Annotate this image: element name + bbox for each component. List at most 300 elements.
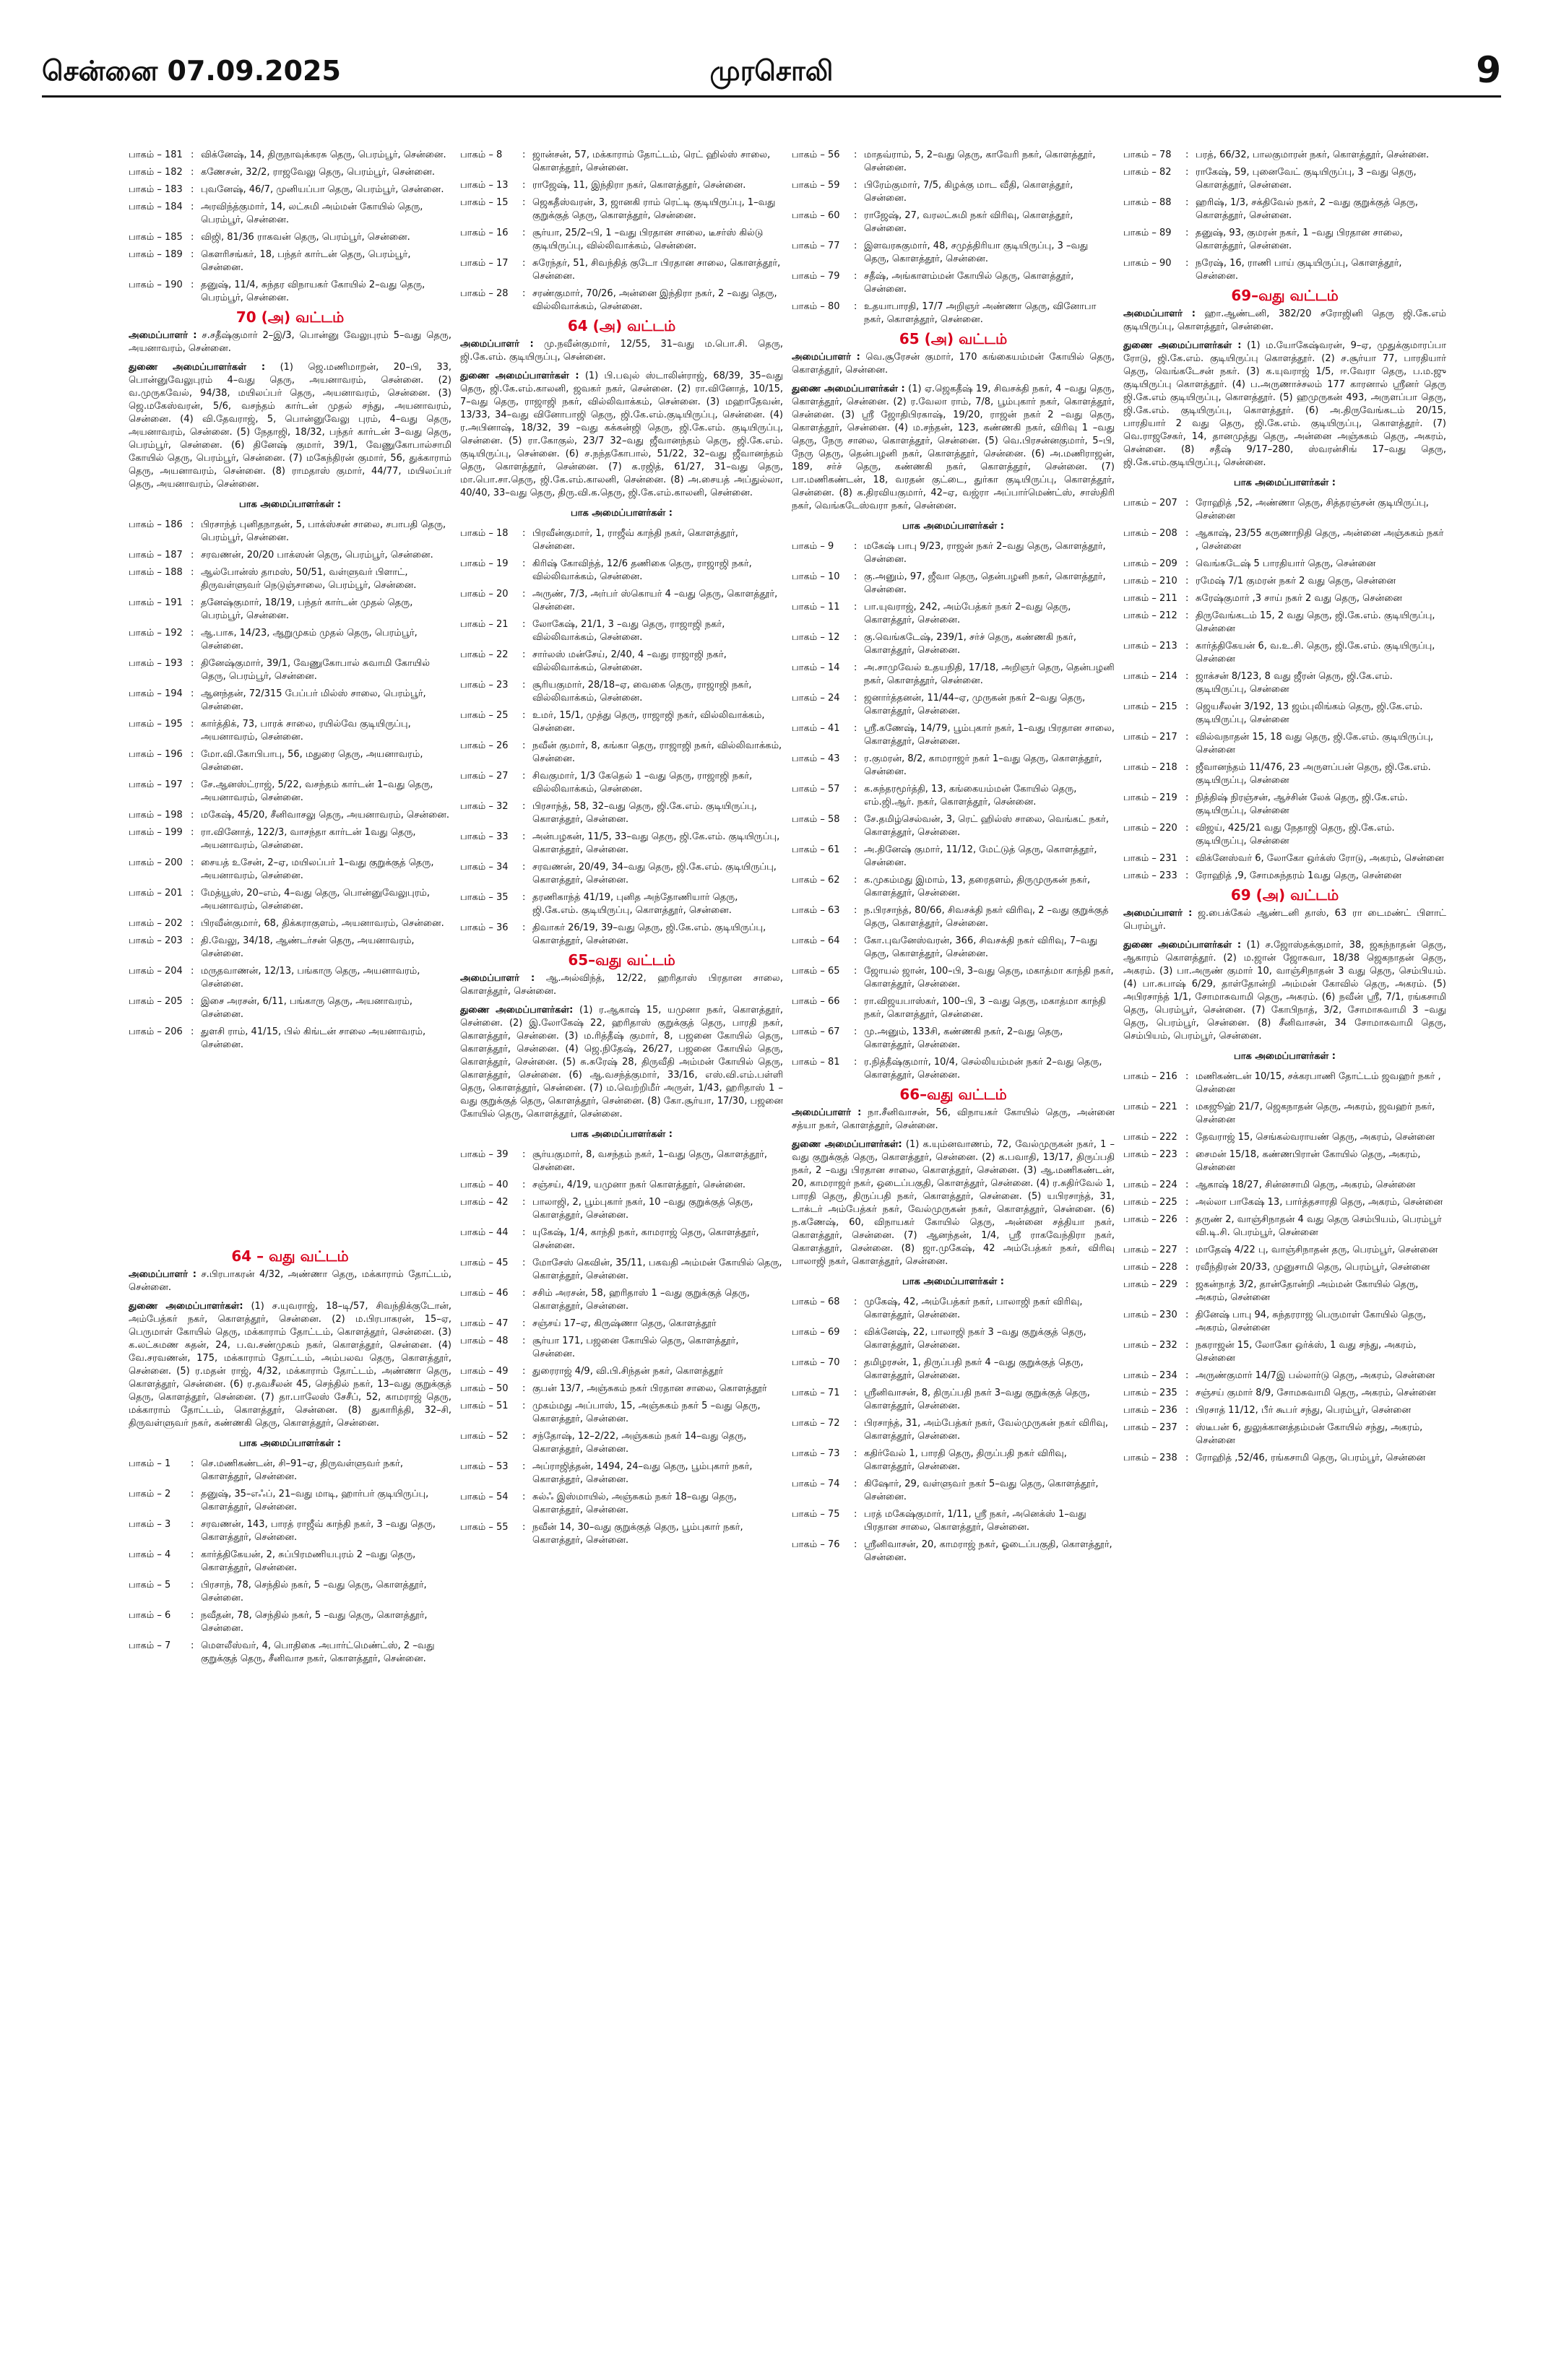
part-organiser: விக்னேஷ், 14, திருநாவுக்கரசு தெரு, பெரம்பூர், சென்னை. [201, 150, 446, 160]
part-number: பாகம் – 212 [1123, 610, 1177, 621]
list-item [792, 209, 1115, 235]
list-item [792, 722, 1115, 748]
list-item [129, 887, 451, 913]
list-item [1123, 497, 1446, 523]
list-item [129, 183, 451, 196]
list-item [792, 753, 1115, 779]
separator: : [522, 801, 526, 812]
part-number: பாகம் – 223 [1123, 1149, 1177, 1160]
list-item [1123, 166, 1446, 192]
list-item [1123, 792, 1446, 818]
separator: : [522, 228, 526, 238]
part-number: பாகம் – 77 [792, 241, 840, 251]
part-organiser: மோசேஸ் கெவின், 35/11, பகவதி அம்மன் கோயில் தெரு, கொளத்தூர், சென்னை. [532, 1258, 782, 1281]
list-item [129, 965, 451, 991]
separator: : [854, 1026, 857, 1037]
part-organiser: பிரவீன்குமார், 68, திக்கராகுளம், அயனாவரம், சென்னை. [201, 918, 444, 929]
part-organiser: அ.தினேஷ் குமார், 11/12, மேட்டுத் தெரு, கொளத்தூர், சென்னை. [864, 844, 1097, 868]
organiser-paragraph [460, 370, 783, 500]
part-number: பாகம் – 238 [1123, 1453, 1177, 1463]
separator: : [1185, 610, 1189, 621]
list-item [792, 571, 1115, 597]
role-text: (1) ச.யுவராஜ், 18–டி/57, சிவந்திக்குடோன், அம்பேத்கர் நகர், கொளத்தூர், சென்னை. (2) ம.பிரபாகரன், 15–ஏ, பெருமாள் கோயில் தெரு, மக்காராம் தோட்டம், கொளத்தூர், சென்னை. (3) க.லட்சுமண சுதன், 24, ப.வ.சண்முகம் நகர், கொளத்தூர், சென்னை. (4) வே.சரவணன், 175, மக்காராம் தோட்டம், அம்பலவ தெரு, கொளத்தூர், சென்னை. (5) ர.மதன் ராஜ், 4/32, மக்காராம் தோட்டம், அண்ணா தெரு, கொளத்தூர், சென்னை. (6) ர.தவசீலன் 45, செந்தில் நகர், 13–வது குறுக்குத் தெரு, கொளத்தூர், சென்னை. (7) தா.பாலேஸ் சேசீப், 52, காமராஜ் தெரு, மக்காராம் தோட்டம், கொளத்தூர், சென்னை. (8) துகாரித்தி, 32–சி, திருவள்ளுவர் நகர், கண்ணகி தெரு, கொளத்தூர், சென்னை. [129, 1301, 451, 1429]
separator: : [522, 1383, 526, 1394]
part-number: பாகம் – 225 [1123, 1197, 1177, 1208]
list-item [460, 618, 783, 644]
part-number: பாகம் – 205 [129, 996, 183, 1007]
part-organiser: சந்தோஷ், 12–2/22, அஞ்சுகம் நகர் 14–வது தெரு, கொளத்தூர், சென்னை. [532, 1431, 747, 1455]
part-number: பாகம் – 4 [129, 1549, 171, 1560]
role-label: துணை அமைப்பாளர்கள் : [1123, 940, 1242, 951]
list-item [460, 922, 783, 948]
part-number: பாகம் – 65 [792, 966, 840, 977]
part-number: பாகம் – 232 [1123, 1340, 1177, 1351]
list-item [129, 748, 451, 774]
separator: : [1185, 823, 1189, 834]
ward-heading: 65–வது வட்டம் [568, 951, 675, 969]
list-item [129, 519, 451, 545]
separator: : [191, 232, 194, 243]
organiser-paragraph [460, 972, 783, 998]
role-text: (1) ம.யோகேஷ்வரன், 9–ஏ, முதுக்குமாரப்பா ரோடு, ஜி.கே.எம். குடியிருப்பு கொளத்தூர். (2) ச.சூர்யா 77, பாரதியார் தெரு, வெங்கடேசன் நகர். (3) க.யுவராஜ் 1/5, ஈ.வேரா தெரு, ப.ம.ஜு குடியிருப்பு கொளத்தூர். (4) ப.அருணாச்சலம் 177 காரனால் ஸ்ரீனர் தெரு ஜி.கே.எம் குடியிருப்பு, கொளத்தூர். (5) ஹமுருகன் 493, அருளப்பா தெரு, ஜி.கே.எம். குடியிருப்பு, கொளத்தூர். (6) அ.திருவேங்கடம் 20/15, பாரதியார் 2 வது தெரு, ஜி.கே.எம். குடியிருப்பு, கொளத்தூர். (7) வெ.ராஜசேகர், 14, தானமுத்து தெரு, அன்னை அஞ்சுகம் தெரு, அகரம், சென்னை. (8) சதீஷ் 9/17–280, ஸ்வரன்சிங் 17–வது தெரு, ஜி.கே.எம்.குடியிருப்பு, சென்னை. [1123, 340, 1446, 468]
part-organiser: க.முகம்மது இமாம், 13, தரைதளம், திருமுருகன் நகர், கொளத்தூர், சென்னை. [864, 875, 1091, 899]
part-number: பாகம் – 183 [129, 184, 183, 195]
part-number: பாகம் – 50 [460, 1383, 509, 1394]
part-number: பாகம் – 194 [129, 688, 183, 699]
part-organiser: சரவணன், 20/20 பாக்ஸன் தெரு, பெரம்பூர், சென்னை. [201, 550, 433, 561]
part-number: பாகம் – 45 [460, 1258, 509, 1268]
separator: : [522, 197, 526, 208]
list-item [129, 917, 451, 930]
role-text: ஆ.அல்விந்த், 12/22, ஹரிதாஸ் பிரதான சாலை, கொளத்தூர், சென்னை. [460, 973, 783, 997]
part-number: பாகம் – 185 [129, 232, 183, 243]
role-label: அமைப்பாளர் : [129, 1269, 196, 1280]
separator: : [522, 1180, 526, 1190]
part-organiser: நவீதன், 78, செந்தில் நகர், 5 –வது தெரு, கொளத்தூர், சென்னை. [201, 1610, 428, 1634]
list-item [1123, 227, 1446, 253]
list-item [460, 1365, 783, 1378]
separator: : [191, 857, 194, 868]
separator: : [854, 301, 857, 312]
separator: : [1185, 1310, 1189, 1320]
role-label: அமைப்பாளர் : [460, 339, 534, 350]
part-organiser: சுரேஷ்குமார் ,3 சாய் நகர் 2 வது தெரு, சென்னை [1196, 593, 1402, 604]
part-number: பாகம் – 188 [129, 567, 183, 578]
separator: : [191, 1519, 194, 1530]
part-organiser: சஞ்சய், 4/19, யமுனா நகர் கொளத்தூர், சென்னை. [532, 1180, 746, 1190]
part-organiser: அ.சாமுவேல் உதயநிதி, 17/18, அறிஞர் தெரு, தென்பழனி நகர், கொளத்தூர், சென்னை. [864, 662, 1115, 686]
list-item [460, 1461, 783, 1487]
ward-heading: 66–வது வட்டம் [899, 1086, 1007, 1103]
list-item [460, 1148, 783, 1174]
role-text: ஹா.ஆண்டனி, 382/20 சரோஜினி தெரு ஜி.கே.எம் குடியிருப்பு, கொளத்தூர், சென்னை. [1123, 308, 1446, 332]
separator: : [191, 719, 194, 730]
separator: : [191, 918, 194, 929]
list-item [129, 718, 451, 744]
part-organiser: மகேஷ் பாபு 9/23, ராஜன் நகர் 2–வது தெரு, கொளத்தூர், சென்னை. [864, 541, 1106, 565]
list-item [129, 935, 451, 961]
part-number: பாகம் – 216 [1123, 1071, 1177, 1082]
separator: : [191, 1580, 194, 1591]
part-number: பாகம் – 7 [129, 1640, 171, 1651]
part-number: பாகம் – 18 [460, 528, 509, 539]
section-heading: பாக அமைப்பாளர்கள் : [902, 521, 1004, 532]
part-number: பாகம் – 187 [129, 550, 183, 561]
separator: : [522, 892, 526, 903]
section-heading: பாக அமைப்பாளர்கள் : [1234, 1051, 1336, 1062]
list-item [129, 826, 451, 852]
part-organiser: தனேஷ்குமார், 18/19, பந்தர் கார்டன் முதல் தெரு, பெரம்பூர், சென்னை. [201, 597, 413, 621]
list-item [1123, 1404, 1446, 1417]
part-number: பாகம் – 34 [460, 862, 509, 873]
part-number: பாகம் – 21 [460, 619, 509, 630]
separator: : [854, 1357, 857, 1368]
separator: : [191, 1610, 194, 1621]
part-organiser: சஞ்சய் குமார் 8/9, சோமசுவாமி தெரு, அகரம், சென்னை [1196, 1388, 1436, 1398]
part-organiser: தேவராஜ் 15, செங்கல்வராயண் தெரு, அகரம், சென்னை [1196, 1132, 1435, 1143]
part-number: பாகம் – 52 [460, 1431, 509, 1442]
part-number: பாகம் – 233 [1123, 870, 1177, 881]
list-item [460, 1382, 783, 1395]
separator: : [854, 541, 857, 552]
separator: : [522, 619, 526, 630]
separator: : [1185, 1071, 1189, 1082]
list-item [792, 300, 1115, 326]
part-organiser: ராஜேஷ், 27, வரலட்சுமி நகர் விரிவு, கொளத்தூர், சென்னை. [864, 210, 1073, 234]
part-organiser: மகேஷ், 45/20, சீனிவாசலு தெரு, அயனாவரம், சென்னை. [201, 810, 449, 821]
ward-heading: 69–வது வட்டம் [1231, 287, 1339, 304]
part-number: பாகம் – 228 [1123, 1262, 1177, 1273]
part-number: பாகம் – 39 [460, 1149, 509, 1160]
list-item [460, 709, 783, 735]
list-item [129, 657, 451, 683]
part-organiser: பா.யுவராஜ், 242, அம்பேத்கர் நகர் 2–வது தெரு, கொளத்தூர், சென்னை. [864, 602, 1071, 626]
part-number: பாகம் – 224 [1123, 1180, 1177, 1190]
part-organiser: நவீன் குமார், 8, கங்கா தெரு, ராஜாஜி நகர், வில்லிவாக்கம், சென்னை. [532, 740, 782, 764]
part-number: பாகம் – 219 [1123, 792, 1177, 803]
part-number: பாகம் – 89 [1123, 228, 1172, 238]
separator: : [854, 180, 857, 191]
part-organiser: ஆனந்தன், 72/315 பேப்பர் மில்ஸ் சாலை, பெரம்பூர், சென்னை. [201, 688, 426, 712]
part-number: பாகம் – 5 [129, 1580, 171, 1591]
part-organiser: ராகேஷ், 59, புனைவேட் குடியிருப்பு, 3 –வது தெரு, கொளத்தூர், சென்னை. [1196, 167, 1417, 191]
separator: : [191, 658, 194, 669]
part-organiser: ஆல்போன்ஸ் தாமஸ், 50/51, வள்ளுவர் பிளாட், திருவள்ளுவர் நெடுஞ்சாலை, பெரம்பூர், சென்னை. [201, 567, 417, 591]
part-number: பாகம் – 10 [792, 571, 840, 582]
ward-heading: 65 (அ) வட்டம் [899, 330, 1008, 347]
list-item [129, 1549, 451, 1575]
separator: : [522, 589, 526, 600]
part-organiser: தரணிகாந்த் 41/19, புனித அந்தோணியார் தெரு, ஜி.கே.எம். குடியிருப்பு, கொளத்தூர், சென்னை. [532, 892, 738, 916]
part-number: பாகம் – 231 [1123, 853, 1177, 864]
part-organiser: ரா.வினோத், 122/3, வாசந்தா கார்டன் 1வது தெரு, அயனாவரம், சென்னை. [201, 827, 416, 851]
part-organiser: தனுஷ், 11/4, சுந்தர விநாயகர் கோயில் 2–வது தெரு, பெரம்பூர், சென்னை. [201, 280, 425, 303]
part-organiser: விக்னேஷ், 22, பாலாஜி நகர் 3 –வது குறுக்குத் தெரு, கொளத்தூர், சென்னை. [864, 1327, 1086, 1351]
separator: : [854, 966, 857, 977]
separator: : [1185, 228, 1189, 238]
separator: : [191, 597, 194, 608]
list-item [129, 566, 451, 592]
list-item [460, 1317, 783, 1330]
separator: : [191, 779, 194, 790]
part-organiser: முகம்மது அப்பாஸ், 15, அஞ்சுகம் நகர் 5 –வது தெரு, கொளத்தூர், சென்னை. [532, 1401, 761, 1424]
part-organiser: ர.நித்தீஷ்குமார், 10/4, செல்லியம்மன் நகர் 2–வது தெரு, கொளத்தூர், சென்னை. [864, 1057, 1102, 1081]
part-number: பாகம் – 53 [460, 1461, 509, 1472]
separator: : [1185, 197, 1189, 208]
separator: : [522, 1149, 526, 1160]
list-item [129, 279, 451, 305]
list-item [460, 831, 783, 857]
list-item [129, 1579, 451, 1605]
separator: : [1185, 1149, 1189, 1160]
part-number: பாகம் – 80 [792, 301, 840, 312]
separator: : [1185, 1453, 1189, 1463]
column-gap [129, 1056, 451, 1244]
list-item [129, 1609, 451, 1635]
separator: : [854, 662, 857, 673]
part-organiser: முகேஷ், 42, அம்பேத்கர் நகர், பாலாஜி நகர் விரிவு, கொளத்தூர், சென்னை. [864, 1297, 1083, 1320]
organiser-paragraph [792, 351, 1115, 377]
part-number: பாகம் – 75 [792, 1509, 840, 1520]
separator: : [854, 1418, 857, 1429]
part-number: பாகம் – 27 [460, 771, 509, 782]
separator: : [522, 528, 526, 539]
separator: : [522, 862, 526, 873]
part-number: பாகம் – 23 [460, 680, 509, 691]
part-number: பாகம் – 12 [792, 632, 840, 643]
part-organiser: ரமேஷ் 7/1 குமரன் நகர் 2 வது தெரு, சென்னை [1196, 576, 1396, 587]
list-item [460, 257, 783, 283]
list-item [129, 857, 451, 883]
separator: : [191, 1026, 194, 1037]
list-item [460, 1226, 783, 1252]
list-item [1123, 731, 1446, 757]
list-item [129, 1488, 451, 1514]
part-number: பாகம் – 222 [1123, 1132, 1177, 1143]
part-number: பாகம் – 211 [1123, 593, 1177, 604]
part-number: பாகம் – 88 [1123, 197, 1172, 208]
list-item [1123, 1421, 1446, 1448]
part-organiser: தினேஷ்குமார், 39/1, வேணுகோபால் சுவாமி கோயில் தெரு, பெரம்பூர், சென்னை. [201, 658, 431, 682]
separator: : [522, 1366, 526, 1377]
list-item [1123, 640, 1446, 666]
list-item [792, 149, 1115, 175]
list-item [1123, 257, 1446, 283]
separator: : [854, 693, 857, 704]
list-item [792, 1448, 1115, 1474]
separator: : [522, 649, 526, 660]
part-number: பாகம் – 14 [792, 662, 840, 673]
organiser-paragraph [1123, 939, 1446, 1043]
role-text: (1) ர.ஆகாஷ் 15, யமுனா நகர், கொளத்தூர், சென்னை. (2) இ.லோகேஷ் 22, ஹரிதாஸ் குறுக்குத் தெரு, பாரதி நகர், கொளத்தூர், சென்னை. (3) ம.ரித்தீஷ் குமார், 8, பஜனை கோயில் தெரு, கொளத்தூர், சென்னை. (4) ஜெ.நிதேஷ், 26/27, பஜனை கோயில் தெரு, கொளத்தூர், சென்னை. (5) சு.சுரேஷ் 28, திருவீதி அம்மன் கோயில் தெரு, கொளத்தூர், சென்னை. (6) ஆ.வசந்த்குமார், 33/16, எஸ்.வி.எம்.பள்ளி தெரு, கொளத்தூர், சென்னை. (7) ம.வெற்றிமீர் அருள், 1/43, ஹரிதாஸ் 1 –வது குறுக்குத் தெரு, கொளத்தூர், சென்னை. (8) கோ.சூர்யா, 17/30, பஜனை கோயில் தெரு, கொளத்தூர், சென்னை. [460, 1005, 783, 1120]
part-organiser: சுல்ஃ இஸ்மாயில், அஞ்சுகம் நகர் 18–வது தெரு, கொளத்தூர், சென்னை. [532, 1492, 737, 1515]
part-organiser: பிரசாத் 11/12, பீர் கூபர் சந்து, பெரம்பூர், சென்னை [1196, 1405, 1412, 1416]
part-organiser: பாலாஜி, 2, பூம்புகார் நகர், 10 –வது குறுக்குத் தெரு, கொளத்தூர், சென்னை. [532, 1197, 753, 1221]
list-item [129, 597, 451, 623]
list-item [129, 627, 451, 653]
role-label: துணை அமைப்பாளர்கள் : [460, 371, 579, 381]
part-number: பாகம் – 235 [1123, 1388, 1177, 1398]
list-item [460, 1179, 783, 1192]
part-number: பாகம் – 226 [1123, 1214, 1177, 1225]
part-organiser: சே.தமிழ்செல்வன், 3, ரெட் ஹில்ஸ் சாலை, வெங்கட் நகர், கொளத்தூர், சென்னை. [864, 814, 1109, 838]
list-item [792, 874, 1115, 900]
part-number: பாகம் – 68 [792, 1297, 840, 1307]
newspaper-title: முரசொலி [709, 55, 834, 87]
list-item [792, 1056, 1115, 1082]
part-number: பாகம் – 17 [460, 258, 509, 269]
part-number: பாகம் – 74 [792, 1479, 840, 1489]
part-organiser: மருதவாணன், 12/13, பங்காரு தெரு, அயனாவரம், சென்னை. [201, 966, 420, 990]
separator: : [854, 784, 857, 795]
part-organiser: சையத் உசேன், 2–ஏ, மயிலப்பர் 1–வது குறுக்குத் தெரு, அயனாவரம், சென்னை. [201, 857, 434, 881]
separator: : [522, 922, 526, 933]
part-organiser: பிரசாந்த், 31, அம்பேத்கர் நகர், வேல்முருகன் நகர் விரிவு, கொளத்தூர், சென்னை. [864, 1418, 1108, 1442]
part-organiser: கு.அனும், 97, ஜீவா தெரு, தென்பழனி நகர், கொளத்தூர், சென்னை. [864, 571, 1106, 595]
role-text: (1) ஜெ.மணிமாறன், 20–பி, 33, பொன்னுவேலுபுரம் 4–வது தெரு, அயனாவரம், சென்னை. (2) வ.முருகவேல், 94/38, மயிலப்பர் தெரு, அயனாவரம், சென்னை. (3) ஜெ.மகேஸ்வரன், 5/6, வசந்தம் கார்டன் முதல் சந்து, அயனாவரம், சென்னை. (4) வி.தேவராஜ், 5, பொன்னுவேலு புரம், 4–வது தெரு, அயனாவரம், சென்னை. (5) நேதாஜி, 18/32, பந்தர் கார்டன் 3–வது தெரு, பெரம்பூர், சென்னை. (6) தினேஷ் குமார், 39/1, வேணுகோபால்சாமி கோயில் தெரு, பெரம்பூர், சென்னை. (7) மகேந்திரன் குமார், 56, துக்காராம் தெரு, அயனாவரம், சென்னை. (8) ராமதாஸ் குமார், 44/77, மயிலப்பர் தெரு, அயனாவரம், சென்னை. [129, 362, 451, 490]
separator: : [191, 1549, 194, 1560]
separator: : [1185, 792, 1189, 803]
list-item [792, 935, 1115, 961]
list-item [1123, 1278, 1446, 1304]
part-number: பாகம் – 49 [460, 1366, 509, 1377]
part-organiser: கார்த்திகேயன் 6, வ.உ.சி. தெரு, ஜி.கே.எம். குடியிருப்பு, சென்னை [1196, 641, 1435, 665]
part-organiser: விக்னேஸ்வர் 6, லோகோ ஒர்க்ஸ் ரோடு, அகரம், சென்னை [1196, 853, 1444, 864]
ward-heading: 64 – வது வட்டம் [231, 1247, 349, 1265]
separator: : [854, 632, 857, 643]
list-item [129, 809, 451, 822]
list-item [1123, 1196, 1446, 1209]
organiser-paragraph [129, 1268, 451, 1294]
separator: : [1185, 1279, 1189, 1290]
role-label: துணை அமைப்பாளர்கள்: [792, 1139, 902, 1150]
separator: : [854, 844, 857, 855]
part-number: பாகம் – 230 [1123, 1310, 1177, 1320]
list-item [1123, 670, 1446, 696]
part-number: பாகம் – 191 [129, 597, 183, 608]
role-text: ஜ.பைக்கேல் ஆண்டனி தாஸ், 63 ரா டைமண்ட் பிளாட் பெரம்பூர். [1123, 908, 1446, 932]
part-organiser: தனுஷ், 93, குமரன் நகர், 1 –வது பிரதான சாலை, கொளத்தூர், சென்னை. [1196, 228, 1403, 251]
part-organiser: சூர்யா, 25/2–பி, 1 –வது பிரதான சாலை, டீசர்ஸ் கில்டு குடியிருப்பு, வில்லிவாக்கம், சென்னை. [532, 228, 764, 251]
part-organiser: ஜெயசீலன் 3/192, 13 ஜம்புலிங்கம் தெரு, ஜி.கே.எம். குடியிருப்பு, சென்னை [1196, 701, 1423, 725]
part-organiser: சே.ஆனஸ்ட்ராஜ், 5/22, வசந்தம் கார்டன் 1–வது தெரு, அயனாவரம், சென்னை. [201, 779, 433, 803]
part-organiser: தினேஷ் பாபு 94, சுந்தரராஜ பெருமாள் கோயில் தெரு, அகரம், சென்னை [1196, 1310, 1427, 1333]
part-organiser: உமர், 15/1, முத்து தெரு, ராஜாஜி நகர், வில்லிவாக்கம், சென்னை. [532, 710, 765, 734]
separator: : [1185, 641, 1189, 652]
part-number: பாகம் – 40 [460, 1180, 509, 1190]
part-number: பாகம் – 81 [792, 1057, 840, 1068]
separator: : [1185, 167, 1189, 178]
part-number: பாகம் – 182 [129, 167, 183, 178]
part-number: பாகம் – 71 [792, 1388, 840, 1398]
part-number: பாகம் – 42 [460, 1197, 509, 1208]
role-label: துணை அமைப்பாளர்கள்: [129, 1301, 243, 1312]
part-number: பாகம் – 55 [460, 1522, 509, 1533]
list-item [792, 813, 1115, 839]
separator: : [191, 184, 194, 195]
section-heading: பாக அமைப்பாளர்கள் : [571, 1129, 673, 1140]
organiser-paragraph [460, 1004, 783, 1121]
list-item [1123, 1244, 1446, 1257]
separator: : [854, 1297, 857, 1307]
list-item [792, 904, 1115, 930]
part-organiser: அப்ராஜித்தன், 1494, 24–வது தெரு, பூம்புகார் நகர், கொளத்தூர், சென்னை. [532, 1461, 753, 1485]
separator: : [1185, 1405, 1189, 1416]
part-organiser: கிஷோர், 29, வள்ளுவர் நகர் 5–வது தெரு, கொளத்தூர், சென்னை. [864, 1479, 1099, 1502]
part-number: பாகம் – 215 [1123, 701, 1177, 712]
separator: : [1185, 1245, 1189, 1255]
part-organiser: கதிர்வேல் 1, பாரதி தெரு, திருப்பதி நகர் விரிவு, கொளத்தூர், சென்னை. [864, 1448, 1067, 1472]
part-number: பாகம் – 234 [1123, 1370, 1177, 1381]
list-item [1123, 1101, 1446, 1127]
edition-date: சென்னை 07.09.2025 [42, 55, 341, 87]
separator: : [522, 258, 526, 269]
part-number: பாகம் – 51 [460, 1401, 509, 1411]
part-organiser: புவனேஷ், 46/7, முனியப்பா தெரு, பெரம்பூர், சென்னை. [201, 184, 444, 195]
part-number: பாகம் – 24 [792, 693, 840, 704]
separator: : [1185, 1370, 1189, 1381]
separator: : [854, 210, 857, 221]
separator: : [854, 150, 857, 160]
part-organiser: மாதவ்ராம், 5, 2–வது தெரு, காவேரி நகர், கொளத்தூர், சென்னை. [864, 150, 1096, 173]
part-number: பாகம் – 186 [129, 519, 183, 530]
part-organiser: மோ.வி.கோபிபாபு, 56, மதுரை தெரு, அயனாவரம், சென்னை. [201, 749, 423, 773]
part-organiser: குபன் 13/7, அஞ்சுகம் நகர் பிரதான சாலை, கொளத்தூர் [532, 1383, 767, 1394]
role-text: (1) ஏ.ஜெகதீஷ் 19, சிவசக்தி நகர், 4 –வது தெரு, கொளத்தூர், சென்னை. (2) ர.வேலா ராம், 7/8, பூம்புகார் நகர், கொளத்தூர், சென்னை. (3) ஸ்ரீ ஜோதிபிரகாஷ், 19/20, ராஜன் நகர் 2 –வது தெரு, கொளத்தூர், சென்னை. (4) ம.சந்தன், 123, கண்ணகி நகர், விரிவு 1 –வது தெரு, நேரு சாலை, கொளத்தூர், சென்னை. (5) வெ.பிரசன்னகுமார், 5–பி, நேரு தெரு, தென்பழனி நகர், கொளத்தூர், சென்னை. (6) அ.மணிராஜன், 189, சர்ச் தெரு, கண்ணகி நகர், கொளத்தூர், சென்னை. (7) பா.மணிகண்டன், 18, வரதன் குட்டை, துர்கா குடியிருப்பு, கொளத்தூர், சென்னை. (8) க.திரவியகுமார், 42–ஏ, வஜ்ரா அப்பார்மெண்ட்ஸ், சாஸ்திரி நகர், வெங்கடேஸ்வரா நகர், சென்னை. [792, 384, 1115, 511]
list-item [460, 679, 783, 705]
separator: : [854, 996, 857, 1007]
list-item [460, 149, 783, 175]
list-item [129, 779, 451, 805]
separator: : [522, 831, 526, 842]
separator: : [1185, 1388, 1189, 1398]
list-item [460, 1257, 783, 1283]
list-item [460, 1196, 783, 1222]
part-number: பாகம் – 214 [1123, 671, 1177, 682]
separator: : [191, 688, 194, 699]
separator: : [522, 680, 526, 691]
part-organiser: ஜீவானந்தம் 11/476, 23 அருளப்பன் தெரு, ஜி.கே.எம். குடியிருப்பு, சென்னை [1196, 762, 1431, 786]
part-number: பாகம் – 43 [792, 753, 840, 764]
part-number: பாகம் – 221 [1123, 1102, 1177, 1112]
list-item [1123, 701, 1446, 727]
part-organiser: ஜெகதீஸ்வரன், 3, ஜானகி ராம் ரெட்டி குடியிருப்பு, 1–வது குறுக்குத் தெரு, கொளத்தூர், சென்னை. [532, 197, 776, 221]
part-organiser: சரவணன், 20/49, 34–வது தெரு, ஜி.கே.எம். குடியிருப்பு, கொளத்தூர், சென்னை. [532, 862, 777, 886]
organiser-paragraph [129, 1300, 451, 1430]
part-organiser: நித்திஷ் நிரஞ்சன், ஆச்சின் லேக் தெரு, ஜி.கே.எம். குடியிருப்பு, சென்னை [1196, 792, 1408, 816]
list-item [129, 1458, 451, 1484]
part-number: பாகம் – 189 [129, 249, 183, 260]
separator: : [1185, 870, 1189, 881]
role-text: நா.சீனிவாசன், 56, விநாயகர் கோயில் தெரு, அன்னை சத்யா நகர், கொளத்தூர், சென்னை. [792, 1107, 1115, 1131]
part-number: பாகம் – 25 [460, 710, 509, 721]
list-item [1123, 761, 1446, 787]
list-item [1123, 822, 1446, 848]
separator: : [854, 241, 857, 251]
separator: : [191, 749, 194, 760]
part-number: பாகம் – 64 [792, 935, 840, 946]
list-item [460, 1491, 783, 1517]
list-item [460, 770, 783, 796]
part-organiser: ஜகன்நாத் 3/2, தான்தோன்றி அம்மன் கோயில் தெரு, அகரம், சென்னை [1196, 1279, 1419, 1303]
role-label: அமைப்பாளர் : [460, 973, 535, 984]
list-item [460, 196, 783, 222]
part-number: பாகம் – 213 [1123, 641, 1177, 652]
separator: : [522, 180, 526, 191]
separator: : [1185, 1132, 1189, 1143]
part-number: பாகம் – 208 [1123, 528, 1177, 539]
list-item [792, 179, 1115, 205]
